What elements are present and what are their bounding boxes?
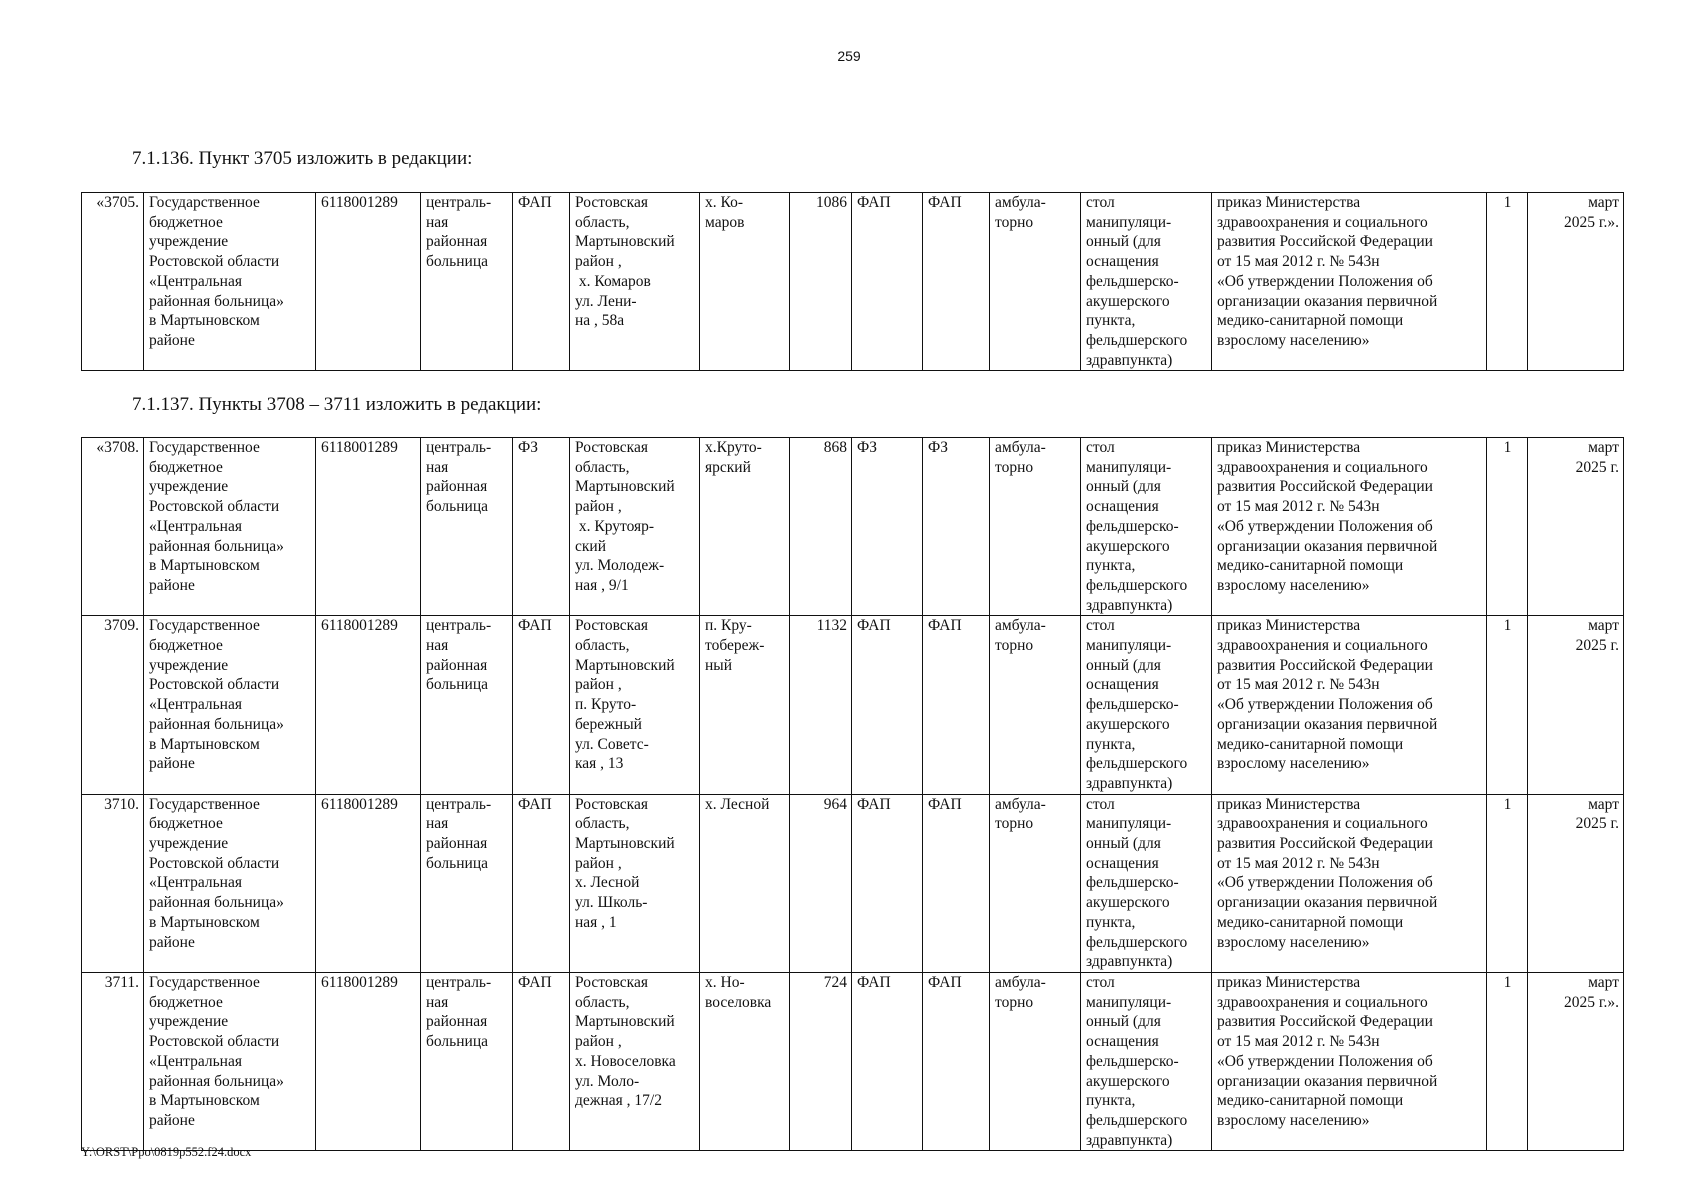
cell-line: акушерского	[1086, 894, 1170, 912]
cell-line: учреждение	[149, 1013, 229, 1031]
cell-care-mode	[990, 193, 1081, 371]
cell-line: взрослому населению»	[1217, 1111, 1370, 1129]
cell-line: бюджетное	[149, 637, 223, 655]
cell-unit-type-3: ФАП	[923, 972, 990, 1150]
cell-line: больница	[426, 253, 488, 271]
cell-line: от 15 мая 2012 г. № 543н	[1217, 1033, 1380, 1051]
cell-organization	[144, 616, 316, 794]
cell-line: Государственное	[149, 439, 260, 456]
cell-line: «Об утверждении Положения об	[1217, 1052, 1433, 1070]
cell-line: манипуляци-	[1086, 213, 1172, 231]
cell-equipment	[1081, 193, 1212, 371]
cell-line: здравоохранения и социального	[1217, 213, 1428, 231]
cell-line: ул. Школь-	[575, 894, 648, 912]
cell-address	[570, 438, 700, 616]
cell-line: здравпункта)	[1086, 953, 1173, 971]
cell-line: здравпункта)	[1086, 774, 1173, 792]
cell-line: ул. Лени-	[575, 292, 637, 310]
cell-number: «3705.	[82, 193, 144, 371]
cell-unit-type-3: ФАП	[923, 616, 990, 794]
cell-deadline	[1528, 794, 1624, 972]
cell-line: Ростовская	[575, 617, 648, 635]
cell-line: Мартыновский	[575, 835, 675, 853]
cell-line: стол	[1086, 617, 1115, 635]
cell-line: организации оказания первичной	[1217, 1072, 1438, 1090]
cell-line: пункта,	[1086, 312, 1136, 330]
cell-line: больница	[426, 854, 488, 872]
cell-line: бюджетное	[149, 213, 223, 231]
section-heading: 7.1.136. Пункт 3705 изложить в редакции:	[132, 148, 473, 169]
cell-line: «Об утверждении Положения об	[1217, 517, 1433, 535]
cell-line: х. Лесной	[705, 795, 770, 813]
cell-line: бюджетное	[149, 815, 223, 833]
cell-line: п. Кру-	[705, 617, 752, 635]
cell-line: 2025 г.».	[1564, 213, 1619, 231]
cell-line: развития Российской Федерации	[1217, 1013, 1433, 1031]
cell-line: стол	[1086, 439, 1115, 456]
cell-unit-type-2: ФАП	[852, 616, 923, 794]
cell-unit-type: ФАП	[513, 616, 570, 794]
cell-line: акушерского	[1086, 715, 1170, 733]
cell-unit-type-2: ФАП	[852, 193, 923, 371]
cell-line: торно	[995, 458, 1034, 476]
cell-line: больница	[426, 676, 488, 694]
cell-unit-type: ФАП	[513, 972, 570, 1150]
cell-line: область,	[575, 458, 630, 476]
cell-deadline	[1528, 972, 1624, 1150]
cell-line: ная , 1	[575, 913, 617, 931]
cell-line: районе	[149, 1111, 195, 1129]
table-row	[82, 193, 1624, 371]
cell-facility-type	[421, 438, 513, 616]
table-row	[82, 972, 1624, 1150]
cell-line: пункта,	[1086, 735, 1136, 753]
page-number: 259	[837, 48, 861, 64]
cell-line: март	[1588, 617, 1619, 635]
cell-line: х. Но-	[705, 973, 745, 991]
cell-line: в Мартыновском	[149, 735, 260, 753]
cell-line: районная	[426, 233, 488, 251]
cell-address	[570, 972, 700, 1150]
cell-line: воселовка	[705, 993, 772, 1011]
cell-line: больница	[426, 498, 488, 516]
cell-line: стол	[1086, 194, 1115, 211]
cell-line: районе	[149, 331, 195, 349]
cell-line: в Мартыновском	[149, 312, 260, 330]
cell-population: 1132	[790, 616, 852, 794]
cell-line: здравпункта)	[1086, 596, 1173, 614]
cell-care-mode	[990, 972, 1081, 1150]
cell-line: стол	[1086, 973, 1115, 991]
cell-line: Ростовской области	[149, 498, 280, 516]
cell-line: приказ Министерства	[1217, 439, 1361, 456]
cell-unit-type: ФЗ	[513, 438, 570, 616]
cell-line: бюджетное	[149, 458, 223, 476]
cell-line: март	[1588, 973, 1619, 991]
cell-line: амбула-	[995, 795, 1046, 813]
cell-line: кая , 13	[575, 755, 624, 773]
cell-line: приказ Министерства	[1217, 194, 1361, 211]
cell-settlement	[700, 438, 790, 616]
cell-line: медико-санитарной помощи	[1217, 913, 1404, 931]
cell-line: амбула-	[995, 194, 1046, 211]
cell-line: здравоохранения и социального	[1217, 637, 1428, 655]
cell-line: централь-	[426, 617, 492, 635]
registry-table	[81, 192, 1624, 371]
cell-line: область,	[575, 213, 630, 231]
cell-line: «Об утверждении Положения об	[1217, 272, 1433, 290]
cell-line: ная	[426, 815, 449, 833]
cell-line: районная больница»	[149, 1072, 284, 1090]
cell-address	[570, 193, 700, 371]
cell-line: оснащения	[1086, 676, 1159, 694]
cell-line: медико-санитарной помощи	[1217, 1092, 1404, 1110]
cell-line: районная	[426, 656, 488, 674]
cell-deadline	[1528, 438, 1624, 616]
cell-population: 724	[790, 972, 852, 1150]
cell-line: здравоохранения и социального	[1217, 458, 1428, 476]
cell-line: ная , 9/1	[575, 576, 629, 594]
cell-line: маров	[705, 213, 745, 231]
cell-organization	[144, 193, 316, 371]
cell-deadline	[1528, 193, 1624, 371]
cell-line: централь-	[426, 973, 492, 991]
cell-settlement	[700, 972, 790, 1150]
cell-unit-type-3: ФАП	[923, 193, 990, 371]
cell-line: «Центральная	[149, 517, 242, 535]
cell-inn: 6118001289	[316, 794, 421, 972]
cell-unit-type-3: ФЗ	[923, 438, 990, 616]
cell-line: развития Российской Федерации	[1217, 478, 1433, 496]
cell-line: фельдшерско-	[1086, 517, 1179, 535]
cell-line: акушерского	[1086, 1072, 1170, 1090]
cell-line: учреждение	[149, 656, 229, 674]
cell-line: область,	[575, 815, 630, 833]
cell-care-mode	[990, 616, 1081, 794]
cell-line: район ,	[575, 676, 622, 694]
cell-line: развития Российской Федерации	[1217, 233, 1433, 251]
cell-line: область,	[575, 637, 630, 655]
cell-line: организации оказания первичной	[1217, 894, 1438, 912]
cell-number: 3711.	[82, 972, 144, 1150]
cell-line: районе	[149, 576, 195, 594]
cell-line: Ростовская	[575, 439, 648, 456]
cell-line: оснащения	[1086, 854, 1159, 872]
cell-unit-type: ФАП	[513, 794, 570, 972]
cell-line: манипуляци-	[1086, 993, 1172, 1011]
cell-line: Ростовской области	[149, 676, 280, 694]
cell-population: 1086	[790, 193, 852, 371]
cell-line: районная больница»	[149, 537, 284, 555]
cell-line: фельдшерского	[1086, 933, 1188, 951]
cell-line: онный (для	[1086, 1013, 1161, 1031]
cell-line: онный (для	[1086, 835, 1161, 853]
cell-population: 868	[790, 438, 852, 616]
cell-line: ная	[426, 213, 449, 231]
cell-line: Мартыновский	[575, 1013, 675, 1031]
cell-legal-basis	[1212, 438, 1487, 616]
cell-line: районе	[149, 933, 195, 951]
cell-line: в Мартыновском	[149, 557, 260, 575]
cell-line: Ростовская	[575, 973, 648, 991]
cell-quantity: 1	[1487, 616, 1528, 794]
cell-line: Государственное	[149, 973, 260, 991]
cell-line: район ,	[575, 253, 622, 271]
cell-line: районная больница»	[149, 292, 284, 310]
cell-line: х. Новоселовка	[575, 1052, 676, 1070]
cell-line: медико-санитарной помощи	[1217, 735, 1404, 753]
cell-line: п. Круто-	[575, 696, 637, 714]
cell-line: Мартыновский	[575, 656, 675, 674]
cell-line: акушерского	[1086, 292, 1170, 310]
cell-line: район ,	[575, 1033, 622, 1051]
cell-line: Ростовской области	[149, 854, 280, 872]
cell-equipment	[1081, 616, 1212, 794]
cell-line: «Центральная	[149, 874, 242, 892]
cell-line: здравоохранения и социального	[1217, 993, 1428, 1011]
cell-line: стол	[1086, 795, 1115, 813]
cell-legal-basis	[1212, 193, 1487, 371]
cell-line: фельдшерско-	[1086, 272, 1179, 290]
cell-line: пункта,	[1086, 913, 1136, 931]
cell-line: х. Крутояр-	[575, 517, 655, 535]
cell-quantity: 1	[1487, 193, 1528, 371]
cell-line: область,	[575, 993, 630, 1011]
cell-line: районе	[149, 755, 195, 773]
cell-equipment	[1081, 972, 1212, 1150]
cell-line: централь-	[426, 795, 492, 813]
cell-quantity: 1	[1487, 438, 1528, 616]
cell-line: на , 58а	[575, 312, 625, 330]
cell-line: организации оказания первичной	[1217, 715, 1438, 733]
cell-line: развития Российской Федерации	[1217, 656, 1433, 674]
cell-line: взрослому населению»	[1217, 331, 1370, 349]
cell-line: в Мартыновском	[149, 1092, 260, 1110]
cell-address	[570, 616, 700, 794]
cell-line: торно	[995, 213, 1034, 231]
cell-line: бережный	[575, 715, 642, 733]
cell-line: онный (для	[1086, 478, 1161, 496]
cell-organization	[144, 794, 316, 972]
footer-file-path: Y:\ORST\Ppo\0819p552.f24.docx	[81, 1145, 252, 1159]
cell-line: март	[1588, 439, 1619, 456]
cell-line: районная	[426, 478, 488, 496]
cell-line: амбула-	[995, 439, 1046, 456]
cell-unit-type-2: ФАП	[852, 794, 923, 972]
cell-inn: 6118001289	[316, 193, 421, 371]
cell-line: развития Российской Федерации	[1217, 835, 1433, 853]
cell-line: бюджетное	[149, 993, 223, 1011]
cell-deadline	[1528, 616, 1624, 794]
cell-inn: 6118001289	[316, 972, 421, 1150]
cell-facility-type	[421, 616, 513, 794]
cell-line: онный (для	[1086, 233, 1161, 251]
cell-line: учреждение	[149, 835, 229, 853]
cell-line: фельдшерско-	[1086, 874, 1179, 892]
cell-line: от 15 мая 2012 г. № 543н	[1217, 253, 1380, 271]
cell-line: районная больница»	[149, 715, 284, 733]
cell-line: ный	[705, 656, 733, 674]
cell-line: х. Комаров	[575, 272, 651, 290]
table-row	[82, 438, 1624, 616]
cell-number: «3708.	[82, 438, 144, 616]
cell-line: здравоохранения и социального	[1217, 815, 1428, 833]
cell-line: районная больница»	[149, 894, 284, 912]
cell-line: взрослому населению»	[1217, 755, 1370, 773]
cell-line: оснащения	[1086, 498, 1159, 516]
cell-line: централь-	[426, 194, 492, 211]
cell-line: ул. Советс-	[575, 735, 649, 753]
cell-line: здравпункта)	[1086, 1131, 1173, 1149]
cell-line: амбула-	[995, 617, 1046, 635]
cell-line: «Центральная	[149, 1052, 242, 1070]
cell-line: ная	[426, 637, 449, 655]
cell-line: здравпункта)	[1086, 351, 1173, 369]
cell-quantity: 1	[1487, 794, 1528, 972]
table-row	[82, 794, 1624, 972]
cell-line: х. Лесной	[575, 874, 640, 892]
cell-line: дежная , 17/2	[575, 1092, 662, 1110]
cell-line: Ростовская	[575, 194, 648, 211]
cell-line: март	[1588, 795, 1619, 813]
cell-line: 2025 г.».	[1564, 993, 1619, 1011]
cell-organization	[144, 972, 316, 1150]
cell-line: от 15 мая 2012 г. № 543н	[1217, 498, 1380, 516]
cell-line: Мартыновский	[575, 233, 675, 251]
cell-line: учреждение	[149, 233, 229, 251]
cell-care-mode	[990, 794, 1081, 972]
cell-line: акушерского	[1086, 537, 1170, 555]
cell-quantity: 1	[1487, 972, 1528, 1150]
cell-equipment	[1081, 794, 1212, 972]
cell-unit-type-3: ФАП	[923, 794, 990, 972]
cell-line: от 15 мая 2012 г. № 543н	[1217, 854, 1380, 872]
cell-line: торно	[995, 993, 1034, 1011]
cell-line: организации оказания первичной	[1217, 537, 1438, 555]
cell-line: учреждение	[149, 478, 229, 496]
cell-line: «Центральная	[149, 272, 242, 290]
cell-line: Государственное	[149, 617, 260, 635]
cell-facility-type	[421, 193, 513, 371]
cell-line: фельдшерско-	[1086, 696, 1179, 714]
cell-legal-basis	[1212, 616, 1487, 794]
cell-line: манипуляци-	[1086, 458, 1172, 476]
cell-line: манипуляци-	[1086, 637, 1172, 655]
cell-organization	[144, 438, 316, 616]
cell-line: Ростовская	[575, 795, 648, 813]
cell-settlement	[700, 794, 790, 972]
cell-line: ная	[426, 993, 449, 1011]
cell-unit-type-2: ФЗ	[852, 438, 923, 616]
cell-line: приказ Министерства	[1217, 795, 1361, 813]
cell-line: торно	[995, 815, 1034, 833]
cell-line: фельдшерского	[1086, 576, 1188, 594]
cell-facility-type	[421, 972, 513, 1150]
cell-line: х.Круто-	[705, 439, 762, 456]
cell-line: Ростовской области	[149, 1033, 280, 1051]
cell-line: фельдшерского	[1086, 1111, 1188, 1129]
cell-number: 3709.	[82, 616, 144, 794]
cell-line: фельдшерского	[1086, 755, 1188, 773]
cell-line: Государственное	[149, 194, 260, 211]
cell-number: 3710.	[82, 794, 144, 972]
cell-care-mode	[990, 438, 1081, 616]
cell-line: оснащения	[1086, 253, 1159, 271]
cell-line: Ростовской области	[149, 253, 280, 271]
cell-line: в Мартыновском	[149, 913, 260, 931]
cell-line: приказ Министерства	[1217, 617, 1361, 635]
cell-line: март	[1588, 194, 1619, 211]
cell-line: ная	[426, 458, 449, 476]
cell-line: ский	[575, 537, 606, 555]
cell-settlement	[700, 193, 790, 371]
cell-line: оснащения	[1086, 1033, 1159, 1051]
cell-equipment	[1081, 438, 1212, 616]
cell-line: Мартыновский	[575, 478, 675, 496]
cell-line: централь-	[426, 439, 492, 456]
cell-line: тобереж-	[705, 637, 765, 655]
cell-line: амбула-	[995, 973, 1046, 991]
cell-line: ул. Молодеж-	[575, 557, 665, 575]
cell-line: фельдшерско-	[1086, 1052, 1179, 1070]
cell-line: организации оказания первичной	[1217, 292, 1438, 310]
cell-line: торно	[995, 637, 1034, 655]
cell-line: манипуляци-	[1086, 815, 1172, 833]
cell-inn: 6118001289	[316, 438, 421, 616]
cell-line: пункта,	[1086, 1092, 1136, 1110]
cell-line: ул. Моло-	[575, 1072, 640, 1090]
cell-line: 2025 г.	[1575, 815, 1619, 833]
cell-line: взрослому населению»	[1217, 933, 1370, 951]
cell-settlement	[700, 616, 790, 794]
cell-line: район ,	[575, 854, 622, 872]
cell-unit-type: ФАП	[513, 193, 570, 371]
cell-line: медико-санитарной помощи	[1217, 557, 1404, 575]
cell-line: районная	[426, 1013, 488, 1031]
cell-line: фельдшерского	[1086, 331, 1188, 349]
registry-table	[81, 437, 1624, 1151]
cell-line: «Об утверждении Положения об	[1217, 874, 1433, 892]
cell-line: ярский	[705, 458, 751, 476]
cell-legal-basis	[1212, 972, 1487, 1150]
cell-line: «Об утверждении Положения об	[1217, 696, 1433, 714]
cell-line: «Центральная	[149, 696, 242, 714]
cell-line: медико-санитарной помощи	[1217, 312, 1404, 330]
cell-address	[570, 794, 700, 972]
cell-unit-type-2: ФАП	[852, 972, 923, 1150]
cell-line: 2025 г.	[1575, 458, 1619, 476]
cell-line: больница	[426, 1033, 488, 1051]
cell-line: приказ Министерства	[1217, 973, 1361, 991]
cell-line: район ,	[575, 498, 622, 516]
cell-facility-type	[421, 794, 513, 972]
section-heading: 7.1.137. Пункты 3708 – 3711 изложить в редакции:	[132, 394, 542, 415]
table-row	[82, 616, 1624, 794]
cell-population: 964	[790, 794, 852, 972]
cell-line: онный (для	[1086, 656, 1161, 674]
cell-line: 2025 г.	[1575, 637, 1619, 655]
cell-line: пункта,	[1086, 557, 1136, 575]
cell-line: взрослому населению»	[1217, 576, 1370, 594]
cell-line: от 15 мая 2012 г. № 543н	[1217, 676, 1380, 694]
cell-legal-basis	[1212, 794, 1487, 972]
cell-inn: 6118001289	[316, 616, 421, 794]
cell-line: районная	[426, 835, 488, 853]
cell-line: х. Ко-	[705, 194, 743, 211]
cell-line: Государственное	[149, 795, 260, 813]
